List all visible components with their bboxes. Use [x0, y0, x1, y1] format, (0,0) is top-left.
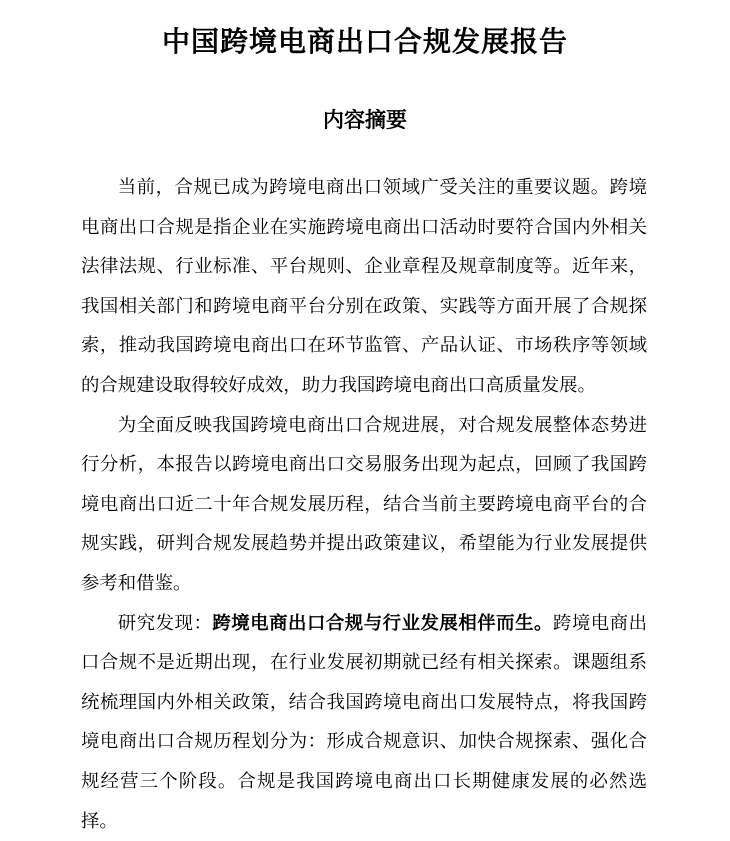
document-title: 中国跨境电商出口合规发展报告	[161, 25, 568, 58]
paragraph-1: 当前，合规已成为跨境电商出口领域广受关注的重要议题。跨境电商出口合规是指企业在实施跨境电商出口活动时要符合国内外相关法律法规、行业标准、平台规则、企业章程及规章制度等。近年来，我国相关部门和跨境电商平台分别在政策、实践等方面开展了合规探索，推动我国跨境电商出口在环节监管、产品认证、市场秩序等领域的合规建设取得较好成效，助力我国跨境电商出口高质量发展。	[81, 177, 647, 396]
abstract-body	[81, 168, 647, 841]
paragraph-3-rest: 跨境电商出口合规不是近期出现，在行业发展初期就已经有相关探索。课题组系统梳理国内外相关政策，结合我国跨境电商出口发展特点，将我国跨境电商出口合规历程划分为：形成合规意识、加快合规探索、强化合规经营三个阶段。合规是我国跨境电商出口长期健康发展的必然选择。	[81, 612, 647, 832]
paragraph-3-lead: 研究发现：	[117, 612, 213, 634]
paragraph-2: 为全面反映我国跨境电商出口合规进展，对合规发展整体态势进行分析，本报告以跨境电商出口交易服务出现为起点，回顾了我国跨境电商出口近二十年合规发展历程，结合当前主要跨境电商平台的合规实践，研判合规发展趋势并提出政策建议，希望能为行业发展提供参考和借鉴。	[81, 414, 647, 594]
section-heading: 内容摘要	[323, 107, 407, 132]
paragraph-3-emphasis: 跨境电商出口合规与行业发展相伴而生。	[212, 612, 553, 634]
paragraph-3	[81, 604, 647, 841]
